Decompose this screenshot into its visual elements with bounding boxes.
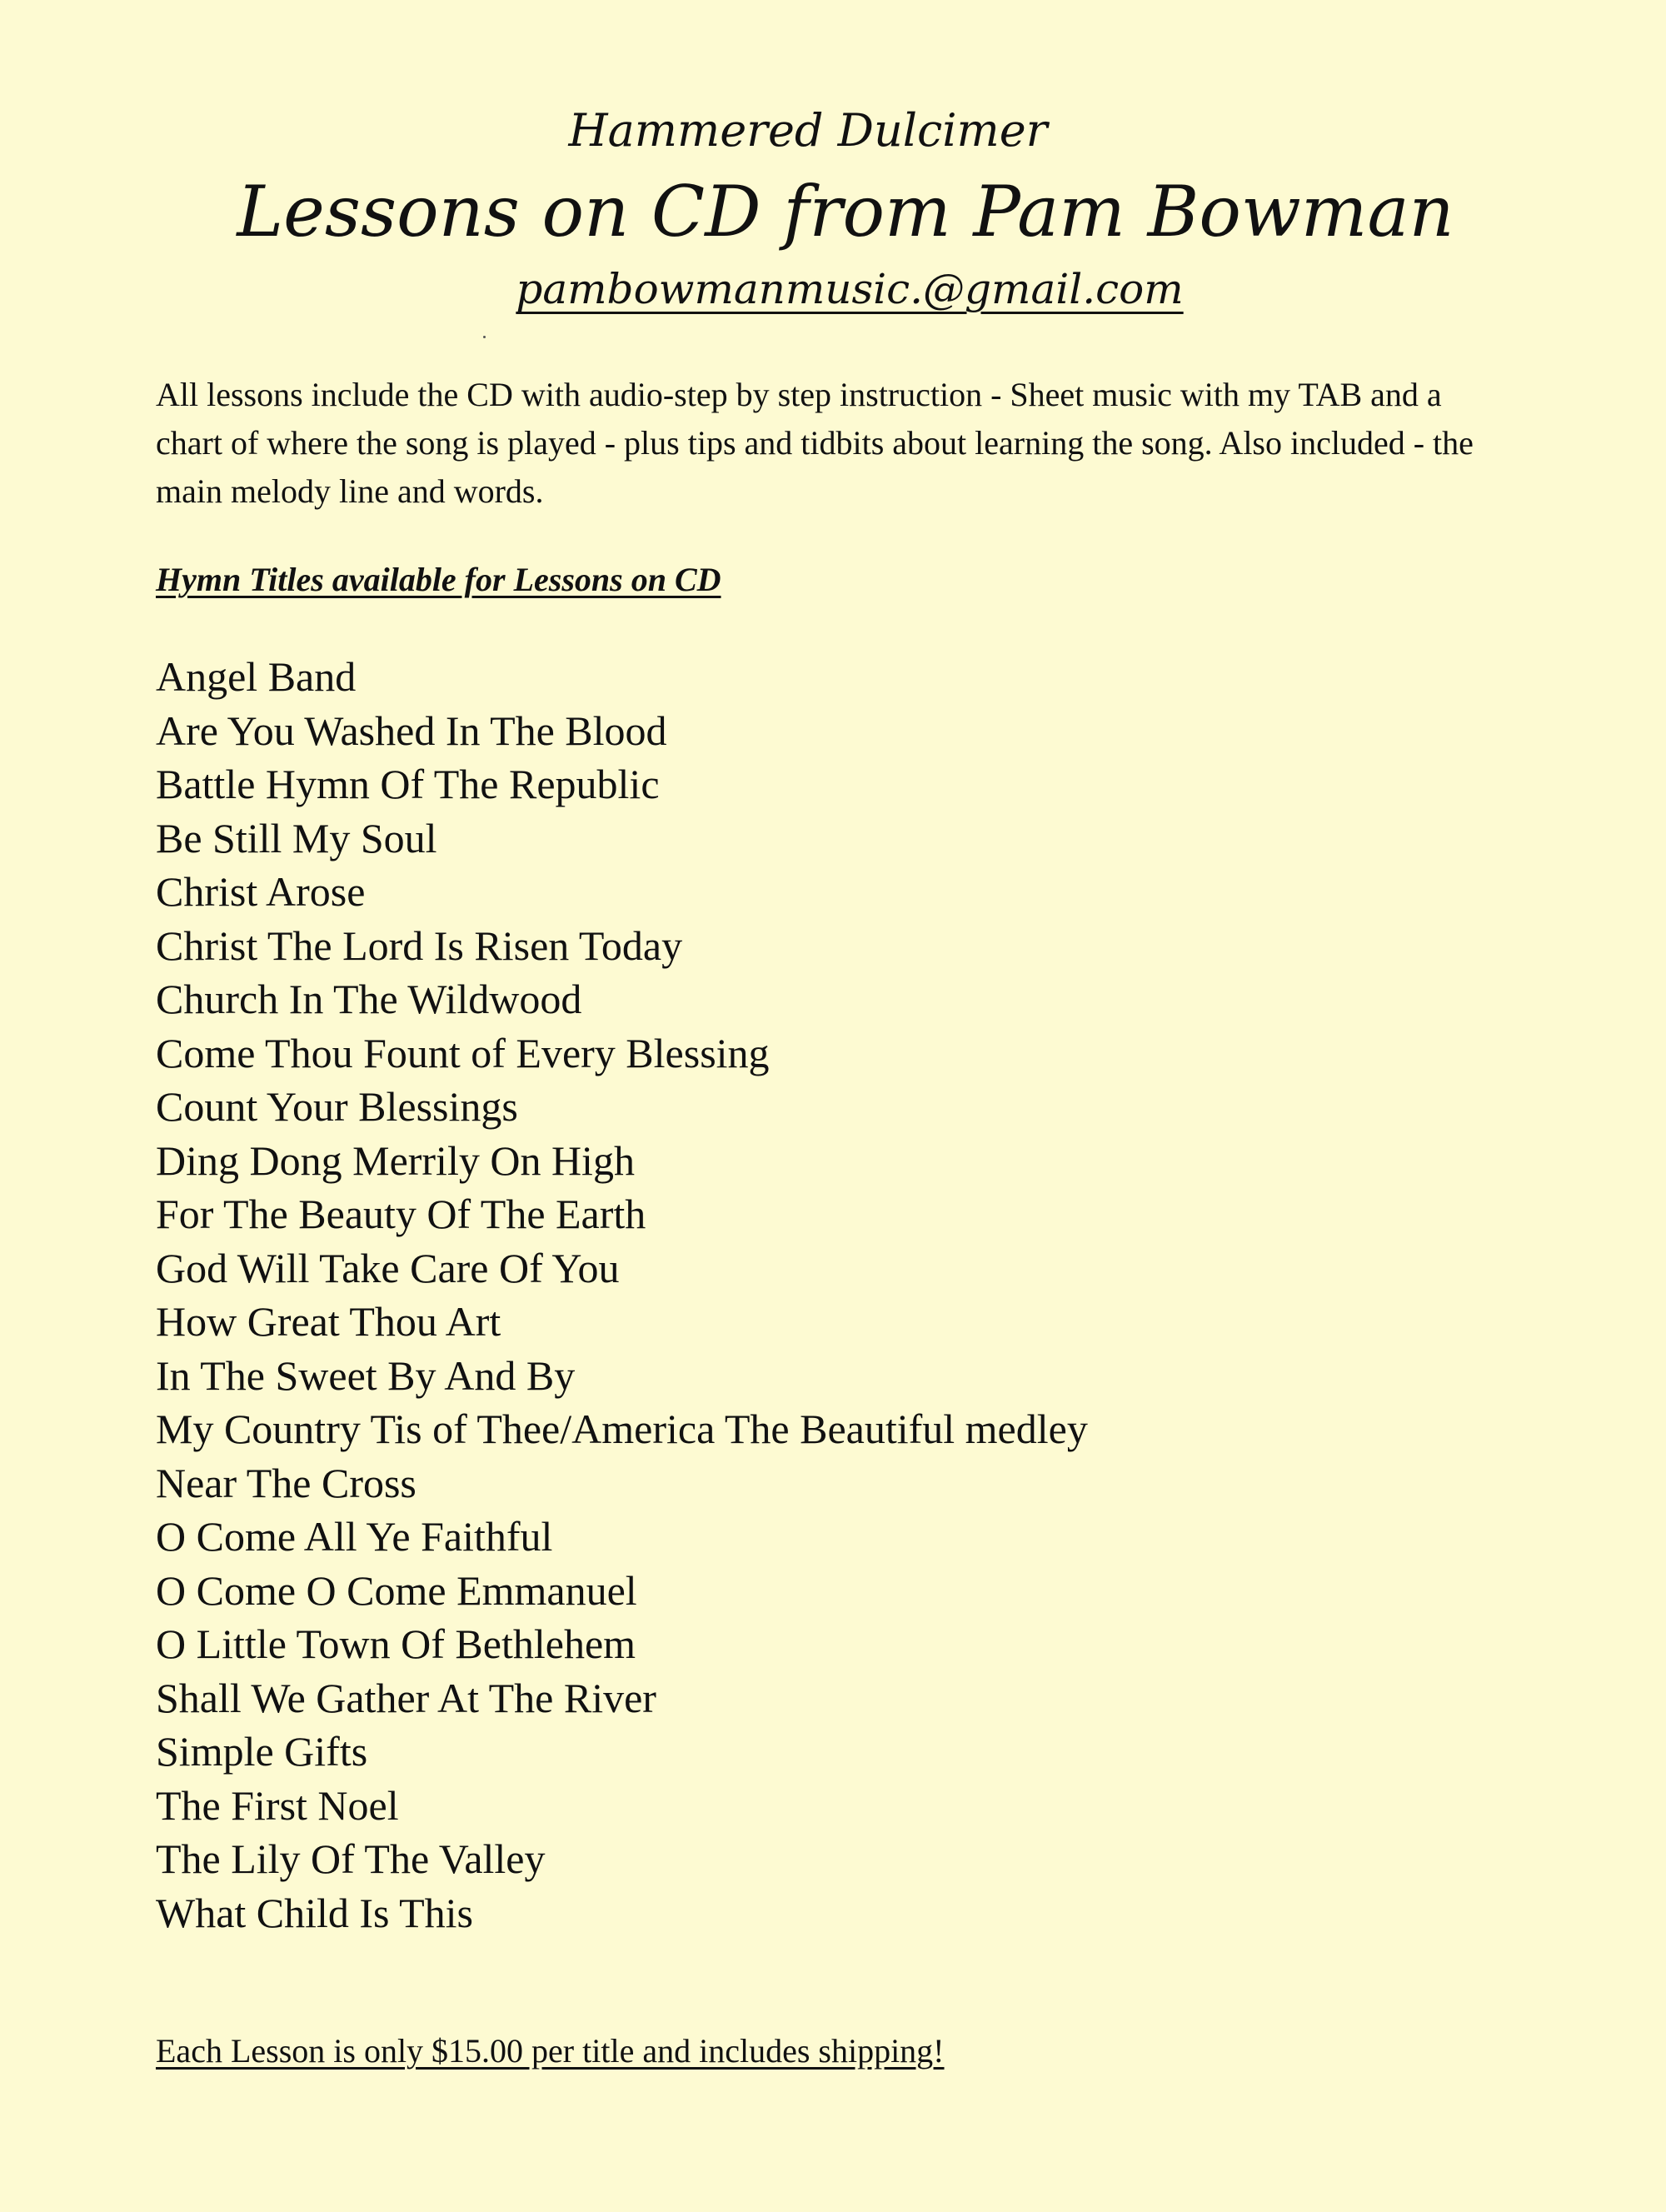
hymn-item: Near The Cross xyxy=(156,1459,416,1506)
hymn-item: Come Thou Fount of Every Blessing xyxy=(156,1029,770,1076)
hymn-item: O Little Town Of Bethlehem xyxy=(156,1620,636,1667)
hymn-item: How Great Thou Art xyxy=(156,1298,501,1345)
hymn-list xyxy=(156,650,1088,1940)
hymn-item: Christ Arose xyxy=(156,868,366,915)
hymn-item: O Come All Ye Faithful xyxy=(156,1513,553,1560)
hymn-item: Christ The Lord Is Risen Today xyxy=(156,921,683,969)
hymn-item: Are You Washed In The Blood xyxy=(156,707,667,754)
hymn-item: The Lily Of The Valley xyxy=(156,1835,546,1882)
hymn-item: Battle Hymn Of The Republic xyxy=(156,761,660,807)
flyer-title: Lessons on CD from Pam Bowman xyxy=(237,171,1454,252)
hymn-item: In The Sweet By And By xyxy=(156,1351,576,1399)
hymn-item: Church In The Wildwood xyxy=(156,976,582,1022)
flyer-subtitle: Hammered Dulcimer xyxy=(568,104,1048,157)
hymn-item: Angel Band xyxy=(156,653,357,700)
hymn-item: Ding Dong Merrily On High xyxy=(156,1136,635,1184)
hymn-item: The First Noel xyxy=(156,1781,399,1829)
contact-email: pambowmanmusic.@gmail.com xyxy=(516,265,1184,313)
hymn-item: My Country Tis of Thee/America The Beautiful medley xyxy=(156,1406,1088,1452)
hymn-item: Be Still My Soul xyxy=(156,814,437,861)
hymn-item: God Will Take Care Of You xyxy=(156,1244,620,1291)
hymn-item: Simple Gifts xyxy=(156,1728,368,1775)
price-note: Each Lesson is only $15.00 per title and includes shipping! xyxy=(156,2032,945,2070)
hymn-item: Shall We Gather At The River xyxy=(156,1674,656,1721)
hymn-item: What Child Is This xyxy=(156,1889,474,1936)
hymn-item: Count Your Blessings xyxy=(156,1083,518,1130)
intro-paragraph: All lessons include the CD with audio-step by step instruction - Sheet music with my TAB and a chart of where the song is played - plus tips and tidbits about learning the song. Also included - the main melody line and words. xyxy=(156,376,1474,510)
scan-speck xyxy=(483,336,486,338)
hymn-item: O Come O Come Emmanuel xyxy=(156,1566,637,1614)
hymn-item: For The Beauty Of The Earth xyxy=(156,1191,646,1237)
hymn-list-heading: Hymn Titles available for Lessons on CD xyxy=(156,561,721,598)
